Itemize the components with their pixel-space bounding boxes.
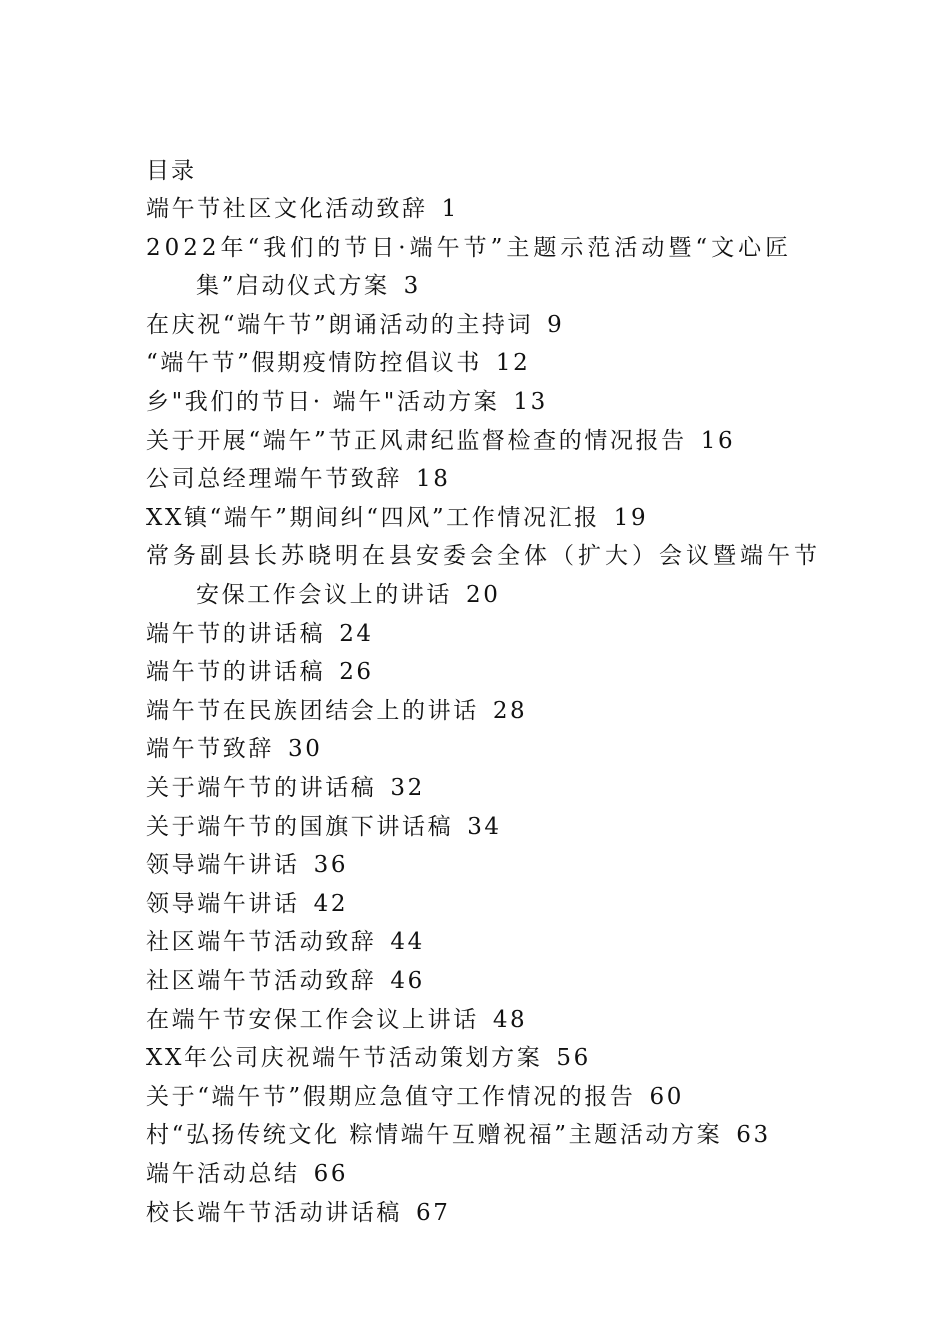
toc-entry-text: 集”启动仪式方案 [196,273,390,300]
toc-entry-text: XX年公司庆祝端午节活动策划方案 [146,1045,543,1072]
toc-entry-text: 领导端午讲话 [146,852,300,879]
toc-entry-page-number: 30 [288,736,323,763]
toc-entry[interactable] [146,619,374,649]
toc-entry[interactable] [146,194,459,224]
toc-title: 目录 [146,158,196,184]
toc-entry[interactable] [196,271,421,301]
toc-entry-text: 社区端午节活动致辞 [146,929,377,956]
toc-entry[interactable] [146,1198,450,1228]
toc-entry[interactable] [146,348,530,378]
toc-entry-page-number: 26 [339,659,374,686]
toc-entry[interactable] [146,1082,684,1112]
toc-entry-text: 2022年“我们的节日·端午节”主题示范活动暨“文心匠 [146,234,793,261]
toc-entry-page-number: 48 [492,1006,528,1033]
toc-entry-page-number: 63 [736,1122,771,1149]
toc-entry-text: XX镇“端午”期间纠“四风”工作情况汇报 [146,504,600,531]
toc-entry[interactable] [146,233,792,263]
toc-entry-page-number: 67 [416,1199,451,1226]
toc-entry[interactable] [146,696,527,726]
toc-entry[interactable] [146,541,821,571]
toc-entry[interactable] [196,580,500,610]
toc-entry-text: 关于端午节的国旗下讲话稿 [146,813,454,840]
toc-entry-page-number: 44 [390,929,425,956]
toc-entry-text: 端午活动总结 [146,1161,300,1187]
toc-entry-page-number: 19 [613,504,649,531]
toc-entry-text: 关于“端午节”假期应急值守工作情况的报告 [146,1083,636,1110]
toc-entry-text: 在庆祝“端午节”朗诵活动的主持词 [146,311,534,338]
toc-entry-text: 常务副县长苏晓明在县安委会全体（扩大）会议暨端午节 [146,543,821,570]
toc-entry[interactable] [146,812,502,842]
toc-entry-text: 公司总经理端午节致辞 [146,466,402,493]
toc-entry[interactable] [146,850,348,880]
toc-entry-page-number: 18 [416,466,451,493]
toc-entry[interactable] [146,773,425,803]
toc-entry-page-number: 36 [313,852,349,879]
toc-entry-page-number: 20 [466,582,501,608]
toc-entry-page-number: 32 [390,775,425,801]
toc-entry-text: 校长端午节活动讲话稿 [146,1199,402,1226]
toc-entry-text: 社区端午节活动致辞 [146,968,377,994]
toc-entry-text: 端午节社区文化活动致辞 [146,196,428,222]
toc-entry-page-number: 9 [547,311,565,338]
toc-entry[interactable] [146,657,374,687]
toc-entry-text: “端午节”假期疫情防控倡议书 [146,350,482,377]
toc-entry[interactable] [146,734,322,764]
toc-entry-page-number: 12 [495,350,531,377]
toc-entry-page-number: 60 [649,1083,684,1110]
toc-entry[interactable] [146,1120,771,1150]
toc-entry-text: 关于端午节的讲话稿 [146,775,377,801]
toc-entry-text: 端午节致辞 [146,736,274,763]
toc-entry-page-number: 16 [700,427,736,454]
toc-entry-text: 端午节在民族团结会上的讲话 [146,697,479,724]
toc-entry-page-number: 24 [339,620,374,647]
toc-entry[interactable] [146,503,648,533]
toc-entry-page-number: 3 [403,273,421,300]
toc-entry-page-number: 46 [390,968,425,994]
toc-entry[interactable] [146,387,548,417]
toc-entry-text: 村“弘扬传统文化 粽情端午互赠祝福”主题活动方案 [146,1122,723,1149]
toc-entry[interactable] [146,889,348,919]
toc-entry[interactable] [146,927,425,957]
toc-entry-page-number: 13 [513,389,548,415]
toc-entry-page-number: 1 [441,196,459,222]
toc-entry-page-number: 34 [467,813,502,840]
toc-entry-text: 端午节的讲话稿 [146,620,326,647]
toc-entry[interactable] [146,1159,348,1189]
toc-entry[interactable] [146,426,735,456]
toc-entry-page-number: 28 [492,697,528,724]
toc-entry[interactable] [146,464,450,494]
toc-entry-text: 关于开展“端午”节正风肃纪监督检查的情况报告 [146,427,687,454]
toc-entry[interactable] [146,966,425,996]
toc-entry[interactable] [146,1043,591,1073]
toc-entry-page-number: 42 [313,890,349,917]
toc-entry-text: 端午节的讲话稿 [146,659,326,686]
toc-entry-text: 乡"我们的节日· 端午"活动方案 [146,389,500,415]
toc-entry-page-number: 56 [556,1045,591,1072]
toc-entry-text: 安保工作会议上的讲话 [196,582,452,608]
toc-entry[interactable] [146,1005,527,1035]
toc-entry-text: 在端午节安保工作会议上讲话 [146,1006,479,1033]
toc-entry-page-number: 66 [313,1161,349,1187]
toc-entry-text: 领导端午讲话 [146,890,300,917]
toc-entry[interactable] [146,310,564,340]
